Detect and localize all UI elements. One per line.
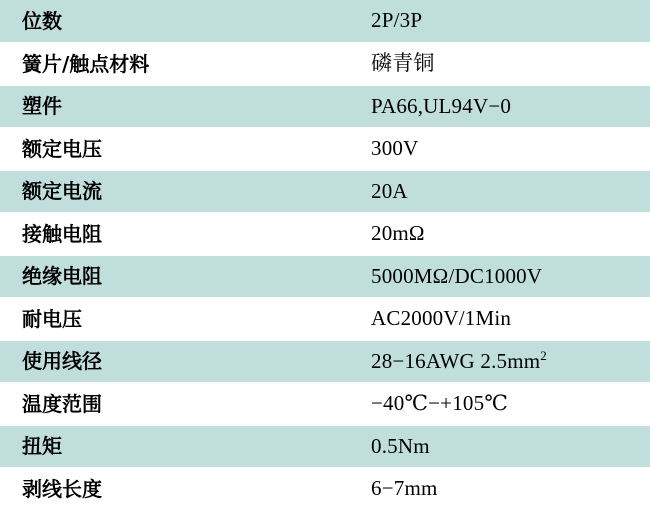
spec-label: 使用线径 — [0, 340, 347, 383]
spec-label: 剥线长度 — [0, 468, 347, 511]
spec-value: 磷青铜 — [347, 43, 650, 86]
spec-value — [347, 340, 650, 383]
spec-label: 簧片/触点材料 — [0, 43, 347, 86]
spec-value: 6−7mm — [347, 468, 650, 511]
table-row — [0, 128, 650, 171]
table-row — [0, 85, 650, 128]
table-row — [0, 383, 650, 426]
spec-value: AC2000V/1Min — [347, 298, 650, 341]
table-row — [0, 468, 650, 511]
spec-label: 塑件 — [0, 85, 347, 128]
table-row — [0, 0, 650, 43]
table-row — [0, 425, 650, 468]
table-row — [0, 43, 650, 86]
spec-value: PA66,UL94V−0 — [347, 85, 650, 128]
spec-label: 绝缘电阻 — [0, 255, 347, 298]
spec-label: 温度范围 — [0, 383, 347, 426]
spec-value: 5000MΩ/DC1000V — [347, 255, 650, 298]
spec-value: 0.5Nm — [347, 425, 650, 468]
spec-value-text: 28−16AWG 2.5mm — [371, 348, 541, 373]
spec-label: 耐电压 — [0, 298, 347, 341]
spec-value: 2P/3P — [347, 0, 650, 43]
spec-label: 扭矩 — [0, 425, 347, 468]
spec-value-superscript: 2 — [540, 347, 547, 363]
spec-label: 额定电压 — [0, 128, 347, 171]
table-row — [0, 170, 650, 213]
spec-label: 接触电阻 — [0, 213, 347, 256]
spec-label: 位数 — [0, 0, 347, 43]
spec-value: −40℃−+105℃ — [347, 383, 650, 426]
table-row — [0, 255, 650, 298]
spec-value: 300V — [347, 128, 650, 171]
spec-label: 额定电流 — [0, 170, 347, 213]
spec-value: 20mΩ — [347, 213, 650, 256]
spec-value: 20A — [347, 170, 650, 213]
table-row — [0, 340, 650, 383]
table-row — [0, 213, 650, 256]
table-row — [0, 298, 650, 341]
